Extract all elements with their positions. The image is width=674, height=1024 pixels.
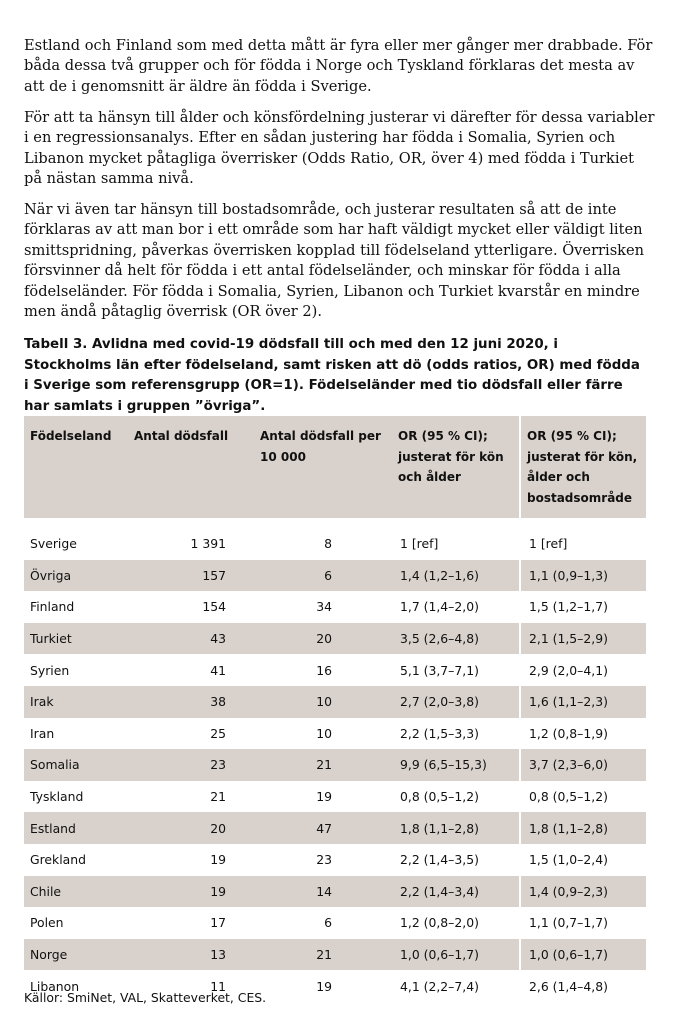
data-table bbox=[24, 416, 646, 1002]
cell-deaths: 19 bbox=[210, 852, 226, 868]
table-row bbox=[24, 591, 646, 623]
cell-or-age-sex-area: 1,6 (1,1–2,3) bbox=[520, 686, 646, 718]
cell-deaths: 13 bbox=[128, 939, 254, 971]
cell-deaths: 43 bbox=[128, 623, 254, 655]
cell-deaths-per-10000: 21 bbox=[254, 749, 392, 781]
table-row bbox=[24, 686, 646, 718]
cell-country: Tyskland bbox=[30, 789, 84, 805]
cell-deaths-per-10000: 23 bbox=[316, 852, 332, 868]
table-row bbox=[24, 654, 646, 686]
cell-or-age-sex: 0,8 (0,5–1,2) bbox=[400, 789, 479, 805]
header-or-age-sex-area: OR (95 % CI); justerat för kön, ålder och bostadsområde bbox=[520, 416, 646, 523]
cell-or-age-sex: 2,2 (1,5–3,3) bbox=[400, 725, 479, 741]
cell-or-age-sex: 9,9 (6,5–15,3) bbox=[392, 749, 520, 781]
table-row bbox=[24, 812, 646, 844]
table-row bbox=[24, 623, 646, 655]
cell-or-age-sex-area: 1,5 (1,2–1,7) bbox=[529, 599, 608, 615]
cell-country: Irak bbox=[24, 686, 128, 718]
table-caption: Tabell 3. Avlidna med covid-19 dödsfall till och med den 12 juni 2020, i Stockholms län efter födelseland, samt risken att dö (odds ratios, OR) med födda i Sverige som referensgrupp (OR=1). Födelseländer med tio dödsfall eller färre har samlats i gruppen ”övriga”. bbox=[24, 337, 640, 414]
cell-or-age-sex: 1,2 (0,8–2,0) bbox=[400, 915, 479, 931]
header-deaths-per-10000: Antal dödsfall per 10 000 bbox=[254, 416, 392, 523]
cell-or-age-sex-area: 1,1 (0,9–1,3) bbox=[520, 560, 646, 592]
cell-country: Syrien bbox=[30, 662, 70, 678]
cell-deaths: 11 bbox=[210, 978, 226, 994]
cell-deaths-per-10000: 14 bbox=[254, 876, 392, 908]
cell-or-age-sex-area: 1,2 (0,8–1,9) bbox=[529, 725, 608, 741]
cell-or-age-sex-area: 2,9 (2,0–4,1) bbox=[529, 662, 608, 678]
cell-deaths: 157 bbox=[128, 560, 254, 592]
cell-deaths-per-10000: 10 bbox=[316, 725, 332, 741]
cell-or-age-sex: 1,0 (0,6–1,7) bbox=[392, 939, 520, 971]
cell-deaths: 25 bbox=[210, 725, 226, 741]
cell-country: Sverige bbox=[24, 523, 128, 560]
table-row bbox=[24, 876, 646, 908]
cell-country: Libanon bbox=[30, 978, 80, 994]
cell-country: Polen bbox=[30, 915, 64, 931]
cell-country: Somalia bbox=[24, 749, 128, 781]
cell-deaths-per-10000: 6 bbox=[324, 915, 332, 931]
cell-deaths-per-10000: 19 bbox=[316, 789, 332, 805]
cell-or-age-sex-area: 3,7 (2,3–6,0) bbox=[520, 749, 646, 781]
cell-deaths: 1 391 bbox=[128, 523, 254, 560]
cell-or-age-sex: 2,2 (1,4–3,4) bbox=[392, 876, 520, 908]
cell-deaths: 38 bbox=[128, 686, 254, 718]
cell-deaths: 41 bbox=[210, 662, 226, 678]
cell-country: Turkiet bbox=[24, 623, 128, 655]
cell-deaths-per-10000: 47 bbox=[254, 812, 392, 844]
table-row bbox=[24, 560, 646, 592]
cell-deaths-per-10000: 34 bbox=[316, 599, 332, 615]
cell-or-age-sex-area: 1,1 (0,7–1,7) bbox=[529, 915, 608, 931]
cell-country: Chile bbox=[24, 876, 128, 908]
cell-deaths: 21 bbox=[210, 789, 226, 805]
cell-or-age-sex-area: 2,1 (1,5–2,9) bbox=[520, 623, 646, 655]
cell-country: Iran bbox=[30, 725, 55, 741]
cell-deaths: 20 bbox=[128, 812, 254, 844]
cell-or-age-sex-area: 2,6 (1,4–4,8) bbox=[529, 978, 608, 994]
cell-or-age-sex: 1,7 (1,4–2,0) bbox=[400, 599, 479, 615]
cell-or-age-sex: 4,1 (2,2–7,4) bbox=[400, 978, 479, 994]
cell-deaths: 154 bbox=[202, 599, 226, 615]
cell-or-age-sex: 1,8 (1,1–2,8) bbox=[392, 812, 520, 844]
cell-deaths-per-10000: 16 bbox=[316, 662, 332, 678]
cell-deaths: 19 bbox=[128, 876, 254, 908]
table-header-row bbox=[24, 416, 646, 523]
table-row bbox=[24, 939, 646, 971]
cell-or-age-sex: 1 [ref] bbox=[392, 523, 520, 560]
header-deaths: Antal dödsfall bbox=[128, 416, 254, 523]
table-source: Källor: SmiNet, VAL, Skatteverket, CES. bbox=[24, 990, 267, 1005]
cell-country: Finland bbox=[30, 599, 75, 615]
cell-deaths-per-10000: 8 bbox=[254, 523, 392, 560]
paragraph-2: För att ta hänsyn till ålder och könsfördelning justerar vi därefter för dessa variabler i en regressionsanalys. Efter en sådan justering har födda i Somalia, Syrien och Libanon mycket påtagliga överrisker (Odds Ratio, OR, över 4) med födda i Turkiet på nästan samma nivå. bbox=[24, 109, 655, 188]
table-row bbox=[24, 718, 646, 750]
paragraph-1: Estland och Finland som med detta mått är fyra eller mer gånger mer drabbade. För båda dessa två grupper och för födda i Norge och Tyskland förklaras det mesta av att de i genomsnitt är äldre än födda i Sverige. bbox=[24, 37, 653, 95]
cell-or-age-sex-area: 1,8 (1,1–2,8) bbox=[520, 812, 646, 844]
header-country: Födelseland bbox=[24, 416, 128, 523]
paragraph-3: När vi även tar hänsyn till bostadsområde, och justerar resultaten så att de inte förklaras av att man bor i ett område som har haft väldigt mycket eller väldigt liten smittspridning, påverkas överrisken kopplad till födelseland ytterligare. Överrisken försvinner då helt för födda i ett antal födelseländer, och minskar för födda i alla födelseländer. För födda i Somalia, Syrien, Libanon och Turkiet kvarstår en mindre men ändå påtaglig överrisk (OR över 2). bbox=[24, 201, 645, 321]
cell-deaths: 23 bbox=[128, 749, 254, 781]
table-row bbox=[24, 749, 646, 781]
cell-or-age-sex: 2,2 (1,4–3,5) bbox=[400, 852, 479, 868]
cell-country: Norge bbox=[24, 939, 128, 971]
table-row bbox=[24, 907, 646, 939]
cell-or-age-sex-area: 1,4 (0,9–2,3) bbox=[520, 876, 646, 908]
cell-or-age-sex: 1,4 (1,2–1,6) bbox=[392, 560, 520, 592]
cell-country: Övriga bbox=[24, 560, 128, 592]
cell-deaths-per-10000: 21 bbox=[254, 939, 392, 971]
cell-or-age-sex: 3,5 (2,6–4,8) bbox=[392, 623, 520, 655]
cell-deaths-per-10000: 6 bbox=[254, 560, 392, 592]
cell-or-age-sex-area: 1,0 (0,6–1,7) bbox=[520, 939, 646, 971]
table-row bbox=[24, 523, 646, 560]
cell-or-age-sex-area: 1,5 (1,0–2,4) bbox=[529, 852, 608, 868]
cell-deaths-per-10000: 10 bbox=[254, 686, 392, 718]
cell-or-age-sex: 2,7 (2,0–3,8) bbox=[392, 686, 520, 718]
cell-or-age-sex-area: 0,8 (0,5–1,2) bbox=[529, 789, 608, 805]
header-or-age-sex: OR (95 % CI); justerat för kön och ålder bbox=[392, 416, 520, 523]
table-row bbox=[24, 781, 646, 813]
cell-deaths: 17 bbox=[210, 915, 226, 931]
cell-or-age-sex: 5,1 (3,7–7,1) bbox=[400, 662, 479, 678]
cell-country: Estland bbox=[24, 812, 128, 844]
table-row bbox=[24, 844, 646, 876]
cell-or-age-sex-area: 1 [ref] bbox=[520, 523, 646, 560]
cell-deaths-per-10000: 19 bbox=[316, 978, 332, 994]
cell-country: Grekland bbox=[30, 852, 86, 868]
cell-deaths-per-10000: 20 bbox=[254, 623, 392, 655]
table-body bbox=[24, 523, 646, 1002]
